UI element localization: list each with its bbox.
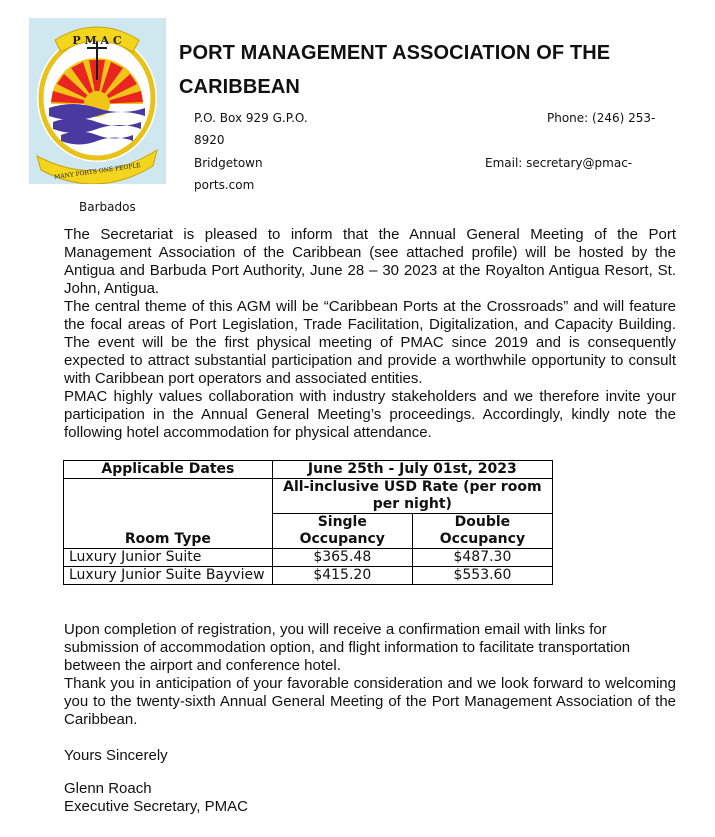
phone-line-2: 8920 xyxy=(194,133,225,147)
country: Barbados xyxy=(79,200,136,214)
table-row xyxy=(64,549,553,567)
room-type-cell: Luxury Junior Suite xyxy=(64,549,273,567)
date-range-header: June 25th - July 01st, 2023 xyxy=(272,461,552,479)
double-rate-cell: $553.60 xyxy=(412,567,552,585)
table-row xyxy=(64,479,553,514)
rate-header: All-inclusive USD Rate (per room per night) xyxy=(272,479,552,514)
double-rate-cell: $487.30 xyxy=(412,549,552,567)
title-line-2: CARIBBEAN xyxy=(179,76,300,98)
title-line-1: PORT MANAGEMENT ASSOCIATION OF THE xyxy=(179,42,611,64)
paragraph-invitation: PMAC highly values collaboration with industry stakeholders and we therefore invite your participation in the Annual General Meeting’s proceedings. Accordingly, kindly note the following hotel accommodation for physical attendance. xyxy=(64,388,676,441)
signer-title: Executive Secretary, PMAC xyxy=(64,798,248,815)
room-type-header: Room Type xyxy=(64,479,273,549)
phone-line-1: Phone: (246) 253- xyxy=(547,111,656,125)
paragraph-announcement: The Secretariat is pleased to inform that the Annual General Meeting of the Port Management Association of the Caribbean (see attached profile) will be hosted by the Antigua and Barbuda Port Authority, June 28 – 30 2023 at the Royalton Antigua Resort, St. John, Antigua. xyxy=(64,226,676,297)
paragraph-thanks: Thank you in anticipation of your favorable consideration and we look forward to welcoming you to the twenty-sixth Annual General Meeting of the Port Management Association of the Caribbean. xyxy=(64,675,676,728)
single-rate-cell: $365.48 xyxy=(272,549,412,567)
pmac-logo xyxy=(29,18,166,184)
closing: Yours Sincerely xyxy=(64,747,168,764)
paragraph-theme: The central theme of this AGM will be “Caribbean Ports at the Crossroads” and will feature the focal areas of Port Legislation, Trade Facilitation, Digitalization, and Capacity Building. The event will be the first physical meeting of PMAC since 2019 and is consequently expected to attract substantial participation and provide a worthwhile opportunity to consult with Caribbean port operators and associated entities. xyxy=(64,298,676,387)
email-line-1: Email: secretary@pmac- xyxy=(485,156,633,170)
accommodation-rates-table xyxy=(63,460,553,585)
logo-text-top: P M A C xyxy=(72,34,122,47)
email-line-2: ports.com xyxy=(194,178,255,192)
table-row xyxy=(64,567,553,585)
paragraph-registration: Upon completion of registration, you will receive a confirmation email with links for submission of accommodation option, and flight information to facilitate transportation between the airport and conference hotel. xyxy=(64,621,631,674)
table-row xyxy=(64,461,553,479)
po-box: P.O. Box 929 G.P.O. xyxy=(194,111,308,125)
double-occupancy-header: Double Occupancy xyxy=(412,514,552,549)
city: Bridgetown xyxy=(194,156,263,170)
signer-name: Glenn Roach xyxy=(64,780,152,797)
single-rate-cell: $415.20 xyxy=(272,567,412,585)
applicable-dates-header: Applicable Dates xyxy=(64,461,273,479)
single-occupancy-header: Single Occupancy xyxy=(272,514,412,549)
room-type-cell: Luxury Junior Suite Bayview xyxy=(64,567,273,585)
organization-title xyxy=(179,36,649,104)
logo-text-bottom: MANY PORTS ONE PEOPLE xyxy=(53,161,142,181)
